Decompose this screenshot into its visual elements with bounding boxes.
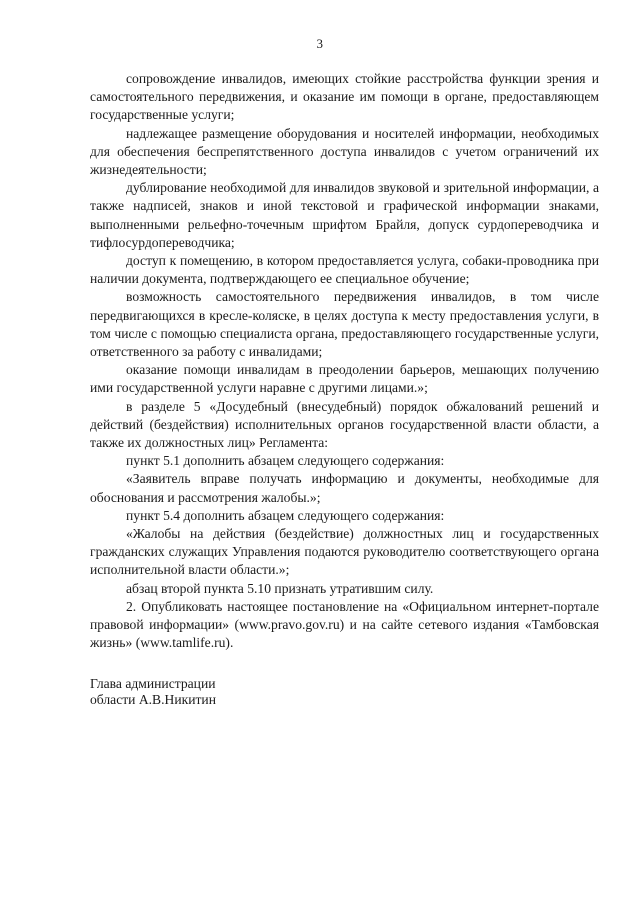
paragraph-equipment-placement: надлежащее размещение оборудования и носителей информации, необходимых для обеспечения беспрепятственного доступа инвалидов с учетом ограничений их жизнедеятельности; bbox=[90, 125, 599, 178]
paragraph-item-5-1: пункт 5.1 дополнить абзацем следующего содержания: bbox=[126, 453, 445, 469]
signature-name: области А.В.Никитин bbox=[90, 692, 216, 707]
paragraph-publication: 2. Опубликовать настоящее постановление на «Официальном интернет-портале правовой информации» (www.pravo.gov.ru) и на сайте сетевого издания «Тамбовская жизнь» (www.tamlife.ru). bbox=[90, 598, 599, 651]
paragraph-section-5: в разделе 5 «Досудебный (внесудебный) порядок обжалований решений и действий (бездействия) исполнительных органов государственной власти области, а также их должностных лиц» Регламента: bbox=[90, 398, 599, 451]
signature-title: Глава администрации bbox=[90, 676, 216, 691]
paragraph-item-5-1-text: «Заявитель вправе получать информацию и документы, необходимые для обоснования и рассмотрения жалобы.»; bbox=[90, 471, 599, 505]
signature-block bbox=[90, 676, 216, 708]
paragraph-item-5-4: пункт 5.4 дополнить абзацем следующего содержания: bbox=[126, 507, 445, 523]
document-body bbox=[90, 70, 599, 653]
paragraph-escort-assistance: сопровождение инвалидов, имеющих стойкие расстройства функции зрения и самостоятельного передвижения, и оказание им помощи в органе, предоставляющем государственные услуги; bbox=[90, 71, 599, 123]
paragraph-item-5-10: абзац второй пункта 5.10 признать утратившим силу. bbox=[126, 580, 434, 596]
page-number: 3 bbox=[316, 36, 324, 51]
paragraph-guide-dog-access: доступ к помещению, в котором предоставляется услуга, собаки-проводника при наличии документа, подтверждающего ее специальное обучение; bbox=[90, 253, 599, 287]
paragraph-information-duplication: дублирование необходимой для инвалидов звуковой и зрительной информации, а также надписей, знаков и иной текстовой и графической информации знаками, выполненными рельефно-точечным шрифтом Брайля, допуск сурдопереводчика и тифлосурдопереводчика; bbox=[90, 180, 599, 250]
paragraph-item-5-4-text: «Жалобы на действия (бездействие) должностных лиц и государственных гражданских служащих Управления подаются руководителю соответствующего органа исполнительной власти области.»; bbox=[90, 526, 599, 578]
paragraph-independent-movement: возможность самостоятельного передвижения инвалидов, в том числе передвигающихся в кресле-коляске, в целях доступа к месту предоставления услуги, в том числе с помощью специалиста органа, предоставляющего государственные услуги, ответственного за работу с инвалидами; bbox=[90, 289, 599, 360]
paragraph-barrier-assistance: оказание помощи инвалидам в преодолении барьеров, мешающих получению ими государственной услуги наравне с другими лицами.»; bbox=[90, 362, 599, 396]
